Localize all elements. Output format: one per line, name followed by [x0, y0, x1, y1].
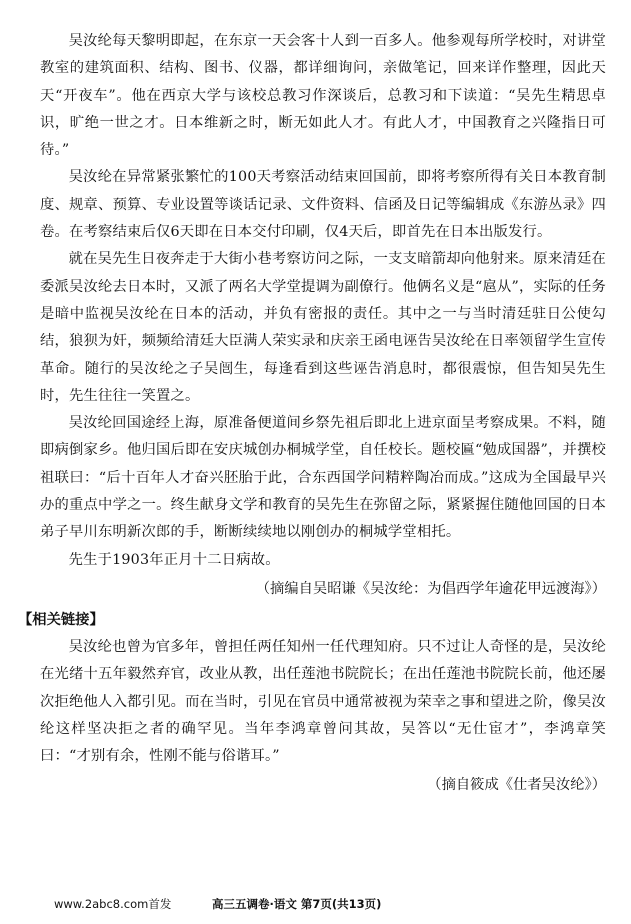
page-footer [0, 893, 631, 915]
related-link-heading: 【相关链接】 [18, 611, 104, 628]
footer-website: www.2abc8.com首发 [54, 897, 172, 911]
article-source: （摘编自吴昭谦《吴汝纶：为倡西学年逾花甲远渡海》） [255, 580, 606, 597]
article-paragraph-2: 吴汝纶在异常紧张繁忙的100天考察活动结束回国前，即将考察所得有关日本教育制度、规章、预算、专业设置等谈话记录、文件资料、信函及日记等编辑成《东游丛录》四卷。在考察结束后仅6天即在日本交付印刷，仅4天后，即首先在日本出版发行。 [40, 169, 606, 241]
related-paragraph: 吴汝纶也曾为官多年，曾担任两任知州一任代理知府。只不过让人奇怪的是，吴汝纶在光绪十五年毅然弃官，改业从教，出任莲池书院院长；在出任莲池书院院长前，他还屡次拒绝他人入都引见。而在当时，引见在官员中通常被视为荣幸之事和望进之阶，像吴汝纶这样坚决拒之者的确罕见。当年李鸿章曾问其故，吴答以“无仕宦才”，李鸿章笑曰：“才别有余，性刚不能与俗谐耳。” [40, 638, 606, 765]
article-paragraph-3: 就在吴先生日夜奔走于大街小巷考察访问之际，一支支暗箭却向他射来。原来清廷在委派吴汝纶去日本时，又派了两名大学堂提调为副僚行。他俩名义是“扈从”，实际的任务是暗中监视吴汝纶在日本的活动，并负有密报的责任。其中之一与当时清廷驻日公使勾结，狼狈为奸，频频给清廷大臣满人荣实录和庆亲王函电诬告吴汝纶在日率领留学生宣传革命。随行的吴汝纶之子吴闿生，每逢看到这些诬告消息时，都很震惊，但告知吴先生时，先生往往一笑置之。 [40, 251, 606, 404]
related-source: （摘自筱成《仕者吴汝纶》） [427, 777, 606, 794]
footer-page-info: 高三五调卷·语文 第7页(共13页) [212, 897, 382, 911]
article-paragraph-1: 吴汝纶每天黎明即起，在东京一天会客十人到一百多人。他参观每所学校时，对讲堂教室的建筑面积、结构、图书、仪器，都详细询问，亲做笔记，回来详作整理，因此天天“开夜车”。他在西京大学与该校总教习作深谈后，总教习和下读道：“吴先生精思卓识，旷绝一世之才。日本维新之时，断无如此人才。有此人才，中国教育之兴隆指日可待。” [40, 33, 606, 159]
page-content [18, 28, 606, 799]
article-paragraph-4: 吴汝纶回国途经上海，原准备便道间乡祭先祖后即北上进京面呈考察成果。不料，随即病倒家乡。他归国后即在安庆城创办桐城学堂，自任校长。题校匾“勉成国器”，并撰校祖联曰：“后十百年人才奋兴胚胎于此，合东西国学问精粹陶冶而成。”这成为全国最早兴办的重点中学之一。终生献身文学和教育的吴先生在弥留之际，紧紧握住随他回国的日本弟子早川东明新次郎的手，断断续续地以刚创办的桐城学堂相托。 [40, 415, 606, 541]
article-paragraph-5: 先生于1903年正月十二日病故。 [68, 551, 280, 568]
